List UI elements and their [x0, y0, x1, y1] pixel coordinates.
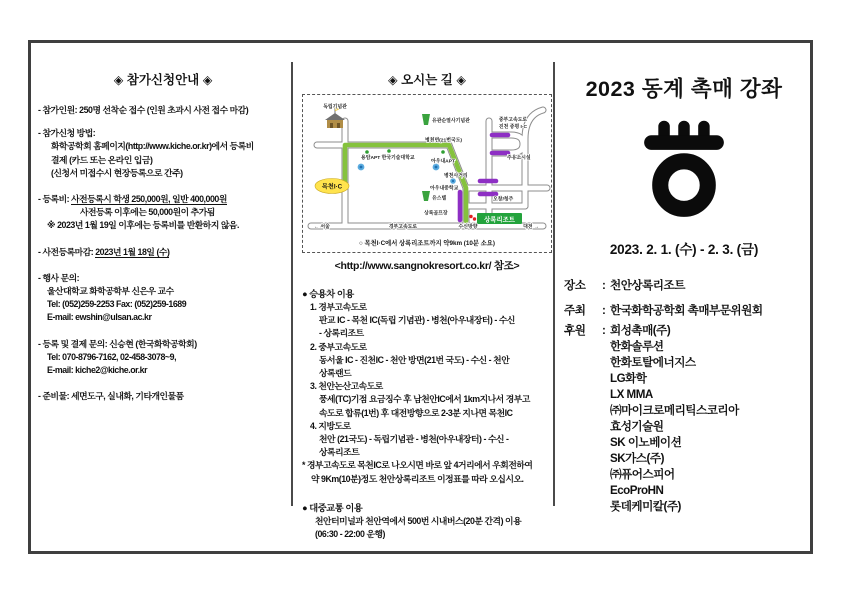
transit-section-head: ● 대중교통 이용 — [302, 502, 363, 513]
seoul-label: ← 서울 — [314, 225, 330, 230]
column-divider-right — [553, 62, 555, 506]
apply-method-line: 화학공학회 홈페이지(http://www.kiche.or.kr)에서 등록비 — [51, 141, 254, 152]
byeongcheon-crossing-label: 병천사거리 — [444, 174, 468, 179]
event-contact-line: Tel: (052)259-2253 Fax: (052)259-1689 — [47, 299, 187, 310]
apply-method-line: 결제 (카드 또는 온라인 입금) — [51, 154, 153, 165]
fee-line2: 사전등록 이후에는 50,000원이 추가됨 — [80, 207, 215, 218]
logo-container — [564, 119, 804, 224]
car-step-line: 상록리조트 — [319, 447, 360, 458]
car-section-head: ● 승용차 이용 — [302, 289, 354, 299]
car-step-line: 동서울 IC - 진천IC - 천안 방면(21번 국도) - 수신 - 천안 — [319, 354, 510, 365]
sponsor-item: ㈜마이크로메리틱스코리아 — [610, 404, 739, 417]
event-contact-line: E-mail: ewshin@ulsan.ac.kr — [47, 312, 152, 323]
fee-line: - 등록비: 사전등록시 학생 250,000원, 일반 400,000원 — [38, 194, 227, 205]
car-step-line: 풍세(TC)기점 요금징수 후 남천안IC에서 1km지나서 경부고 — [319, 394, 530, 405]
sponsor-row: 후원 : 희성촉매(주) — [564, 324, 671, 337]
venue-row: 장소 : 천안상록리조트 — [564, 279, 685, 292]
fee-note: ※ 2023년 1월 19일 이후에는 등록비를 반환하지 않음. — [47, 220, 239, 231]
apply-method-line: (신청서 미접수시 현장등록으로 간주) — [51, 167, 183, 178]
susin-label: 수신방향 — [458, 225, 478, 230]
location-map — [302, 94, 552, 253]
reg-contact-head: - 등록 및 결제 문의: 신승현 (한국화학공학회) — [38, 338, 197, 349]
event-title: 2023 동계 촉매 강좌 — [585, 77, 783, 101]
hostel-icon — [422, 191, 430, 201]
supplies-line: - 준비물: 세면도구, 실내화, 기타개인물품 — [38, 391, 184, 402]
independence-hall-icon — [325, 107, 345, 128]
resort-badge — [469, 213, 522, 224]
event-contact-line: 울산대학교 화학공학부 신은우 교수 — [47, 286, 174, 297]
sponsor-item: SK가스(주) — [610, 452, 664, 465]
transit-line: 천안터미널과 천안역에서 500번 시내버스(20분 간격) 이용 — [315, 515, 522, 526]
sponsor-item: SK 이노베이션 — [610, 436, 682, 449]
reg-contact-line: E-mail: kiche2@kiche.or.kr — [47, 365, 148, 376]
gas-station-label: 주유소시설 — [507, 156, 531, 161]
sponsor-label: 후원 — [564, 324, 586, 337]
venue-value: 천안상록리조트 — [610, 279, 685, 292]
directions-column — [302, 70, 552, 541]
sponsor-item: EcoProHN — [610, 484, 664, 497]
ochang-label: 오창/청주 — [493, 197, 514, 203]
deadline-line: - 사전등록마감: 2023년 1월 18일 (수) — [38, 246, 170, 257]
sponsor-item: LX MMA — [610, 388, 653, 401]
moksan-ic-label: 목천I·C — [321, 183, 343, 191]
transit-line: (06:30 - 22:00 운행) — [315, 529, 386, 540]
directions-title: ◈ 오시는 길 ◈ — [388, 73, 466, 87]
map-illustration — [303, 95, 551, 252]
car-step-line: - 상록리조트 — [319, 328, 364, 339]
car-step-line: 천안 (21국도) - 독립기념관 - 병천(아우내장터) - 수신 - — [319, 434, 509, 445]
sponsor-item: 효성기술원 — [610, 420, 664, 433]
venue-label: 장소 — [564, 279, 586, 292]
map-caption: ○ 목천I·C에서 상록리조트까지 약9km (10분 소요) — [359, 240, 495, 247]
memorial-label: 유관순열사기념관 — [432, 119, 470, 124]
car-note-line: * 경부고속도로 목천IC로 나오시면 바로 앞 4거리에서 우회전하여 — [302, 460, 533, 471]
byeongcheon-road-label: 병천면(21번국도) — [425, 138, 463, 144]
aunae-apt-label: 아우내APT — [431, 159, 455, 165]
resort-label: 상록리조트 — [484, 216, 515, 224]
resort-url-note: <http://www.sangnokresort.co.kr/ 참조> — [334, 260, 520, 272]
aunae-school-label: 아우내중학교 — [430, 186, 459, 192]
column-divider-left — [291, 62, 293, 506]
car-step-head: 2. 중부고속도로 — [310, 341, 367, 352]
car-note-line: 약 9Km(10분)정도 천안상록리조트 이정표를 따라 오십시오. — [311, 473, 524, 484]
event-contact-head: - 행사 문의: — [38, 272, 80, 283]
registration-column — [38, 70, 288, 403]
golf-label: 상록골프장 — [424, 211, 448, 217]
tree-icons — [365, 149, 445, 154]
car-step-head: 4. 지방도로 — [310, 420, 351, 431]
deadline-underlined: 2023년 1월 18일 (수) — [95, 246, 170, 257]
car-step-line: 판교 IC - 목천 IC(독립 기념관) - 병천(아우내장터) - 수신 — [319, 315, 515, 326]
univ-label: 용암APT 한국기술대학교 — [361, 156, 415, 161]
apply-method-head: - 참가신청 방법: — [38, 128, 96, 139]
car-step-line: 속도로 합류(1번) 후 대전방향으로 2-3분 지나면 목천IC — [319, 407, 513, 418]
host-row: 주최 : 한국화학공학회 촉매부문위원회 — [564, 304, 763, 317]
sponsor-item: 한화솔루션 — [610, 340, 664, 353]
reg-contact-line: Tel: 070-8796-7162, 02-458-3078~9, — [47, 351, 177, 362]
sponsor-item: ㈜퓨어스피어 — [610, 468, 675, 481]
fee-underlined: 사전등록시 학생 250,000원, 일반 400,000원 — [71, 194, 227, 205]
attendance-line: - 참가인원: 250명 선착순 접수 (인원 초과시 사전 접수 마감) — [38, 105, 249, 115]
event-date: 2023. 2. 1. (수) - 2. 3. (금) — [609, 242, 759, 257]
jungbu-hwy-label-1: 중부고속도로 — [498, 118, 528, 123]
host-value: 한국화학공학회 촉매부문위원회 — [610, 304, 763, 317]
jungbu-hwy-label-2: 진천 증평 I·C — [498, 125, 528, 130]
event-column — [564, 72, 804, 515]
memorial-icon — [422, 114, 430, 125]
moksan-ic-badge — [315, 179, 349, 194]
gyeongbu-hwy-label: 경부고속도로 — [388, 225, 418, 230]
landmark-icons — [358, 164, 456, 184]
sponsor-item: 희성촉매(주) — [610, 324, 671, 337]
car-step-line: 상록랜드 — [319, 368, 352, 379]
host-label: 주최 — [564, 304, 586, 317]
daejeon-label: 대전 → — [523, 225, 539, 230]
catalysis-society-logo-icon — [638, 119, 730, 219]
sponsor-item: 롯데케미칼(주) — [610, 500, 681, 513]
sponsor-item: LG화학 — [610, 372, 647, 385]
independence-hall-label: 독립기념관 — [323, 105, 347, 110]
car-step-head: 3. 천안논산고속도로 — [310, 381, 383, 392]
car-step-head: 1. 경부고속도로 — [310, 302, 367, 312]
registration-title: ◈ 참가신청안내 ◈ — [113, 73, 213, 87]
sponsor-item: 한화토탈에너지스 — [610, 356, 696, 369]
hostel-label: 유스텔 — [432, 196, 447, 202]
